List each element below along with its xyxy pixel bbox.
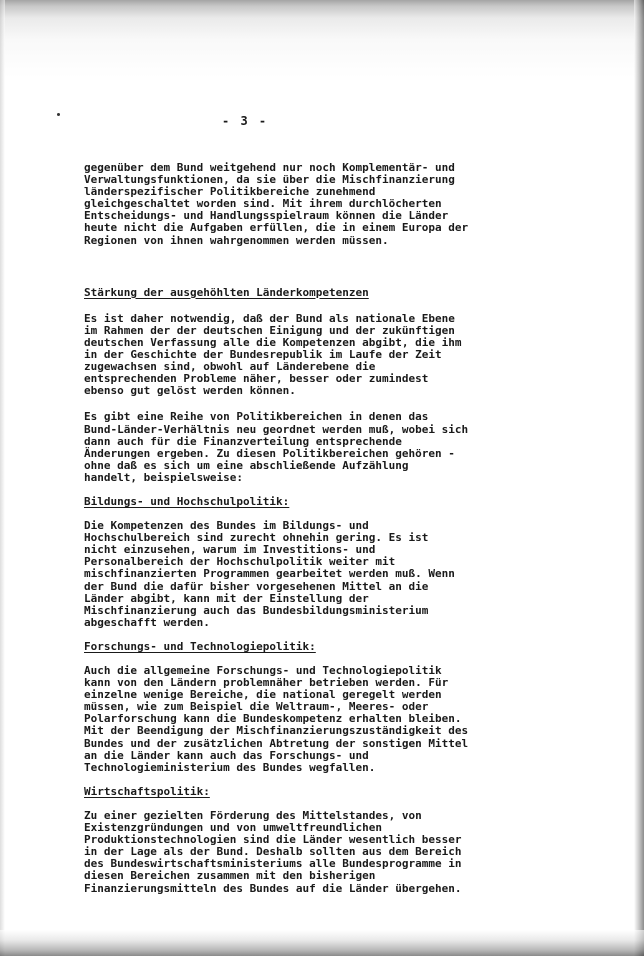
text-line: Zu einer gezielten Förderung des Mittelstandes, von xyxy=(84,808,422,822)
text-line: Mit der Beendigung der Mischfinanzierungszuständigkeit des xyxy=(84,724,469,738)
paragraph-bildung xyxy=(84,520,504,629)
text-line: einzelne wenige Bereiche, die national geregelt werden xyxy=(84,688,442,702)
text-line: abgeschafft werden. xyxy=(84,615,210,629)
text-line: Entscheidungs- und Handlungsspielraum können die Länder xyxy=(84,209,449,223)
scan-shadow-top xyxy=(0,0,644,78)
text-line: heute nicht die Aufgaben erfüllen, die in einem Europa der xyxy=(84,221,469,235)
text-line: Personalbereich der Hochschulpolitik weiter mit xyxy=(84,555,396,569)
text-line: Polarforschung kann die Bundeskompetenz erhalten bleiben. xyxy=(84,712,462,726)
text-line: Existenzgründungen und von umweltfreundlichen xyxy=(84,821,383,835)
text-line: entsprechenden Probleme näher, besser oder zumindest xyxy=(84,372,429,386)
text-line: Finanzierungsmitteln des Bundes auf die Länder übergehen. xyxy=(84,881,462,895)
paragraph-intro xyxy=(84,162,504,247)
text-line: Bund-Länder-Verhältnis neu geordnet werden muß, wobei sich xyxy=(84,422,469,436)
document-body xyxy=(84,162,504,895)
paragraph-wirtschaft xyxy=(84,810,504,895)
scan-shadow-right xyxy=(634,0,644,956)
section-heading-laenderkompetenzen: Stärkung der ausgehöhlten Länderkompetenzen xyxy=(84,285,369,299)
text-line: der Bund die dafür bisher vorgesehenen Mittel an die xyxy=(84,579,429,593)
text-line: ebenso gut gelöst werden können. xyxy=(84,384,296,398)
paragraph-kompetenzen xyxy=(84,313,504,398)
text-line: Mischfinanzierung auch das Bundesbildungsministerium xyxy=(84,603,429,617)
text-line: in der Geschichte der Bundesrepublik im Laufe der Zeit xyxy=(84,348,442,362)
text-line: kann von den Ländern problemnäher betrieben werden. Für xyxy=(84,676,449,690)
section-heading-forschung: Forschungs- und Technologiepolitik: xyxy=(84,639,316,653)
text-line: ohne daß es sich um eine abschließende Aufzählung xyxy=(84,458,409,472)
page-number: - 3 - xyxy=(222,114,269,128)
text-line: Auch die allgemeine Forschungs- und Technologiepolitik xyxy=(84,664,442,677)
text-line: Änderungen ergeben. Zu diesen Politikbereichen gehören - xyxy=(84,446,455,460)
text-line: länderspezifischer Politikbereiche zunehmend xyxy=(84,185,376,199)
text-line: des Bundeswirtschaftsministeriums alle Bundesprogramme in xyxy=(84,857,462,871)
text-line: müssen, wie zum Beispiel die Weltraum-, Meeres- oder xyxy=(84,700,429,714)
text-line: mischfinanzierten Programmen gearbeitet werden muß. Wenn xyxy=(84,567,455,581)
text-line: Produktionstechnologien sind die Länder wesentlich besser xyxy=(84,833,462,847)
text-line: Verwaltungsfunktionen, da sie über die Mischfinanzierung xyxy=(84,173,455,187)
scan-shadow-left xyxy=(0,0,5,956)
text-line: Bundes und der zusätzlichen Abtretung der sonstigen Mittel xyxy=(84,736,469,750)
text-line: Länder abgibt, kann mit der Einstellung der xyxy=(84,591,369,605)
text-line: in der Lage als der Bund. Deshalb sollten aus dem Bereich xyxy=(84,845,462,859)
text-line: diesen Bereichen zusammen mit den bisherigen xyxy=(84,869,376,883)
text-line: Die Kompetenzen des Bundes im Bildungs- und xyxy=(84,519,369,533)
text-line: gleichgeschaltet worden sind. Mit ihrem durchlöcherten xyxy=(84,197,442,211)
section-heading-wirtschaft: Wirtschaftspolitik: xyxy=(84,784,210,798)
text-line: gegenüber dem Bund weitgehend nur noch Komplementär- und xyxy=(84,161,455,174)
section-heading-bildung: Bildungs- und Hochschulpolitik: xyxy=(84,494,290,508)
text-line: Technologieministerium des Bundes wegfallen. xyxy=(84,760,376,774)
scan-speck xyxy=(57,113,60,116)
text-line: dann auch für die Finanzverteilung entsprechende xyxy=(84,434,402,448)
scan-shadow-bottom xyxy=(0,930,644,956)
text-line: an die Länder kann auch das Forschungs- und xyxy=(84,748,369,762)
text-line: deutschen Verfassung alle die Kompetenzen abgibt, die ihm xyxy=(84,335,462,349)
text-line: Regionen von ihnen wahrgenommen werden müssen. xyxy=(84,233,389,247)
text-line: Es gibt eine Reihe von Politikbereichen in denen das xyxy=(84,410,429,424)
text-line: Es ist daher notwendig, daß der Bund als nationale Ebene xyxy=(84,311,455,325)
text-line: zugewachsen sind, obwohl auf Länderebene die xyxy=(84,360,376,374)
text-line: im Rahmen der der deutschen Einigung und der zukünftigen xyxy=(84,323,455,337)
text-line: nicht einzusehen, warum im Investitions- und xyxy=(84,543,376,557)
paragraph-forschung xyxy=(84,665,504,774)
text-line: handelt, beispielsweise: xyxy=(84,470,243,484)
text-line: Hochschulbereich sind zurecht ohnehin gering. Es ist xyxy=(84,531,429,545)
paragraph-politikbereiche xyxy=(84,411,504,484)
